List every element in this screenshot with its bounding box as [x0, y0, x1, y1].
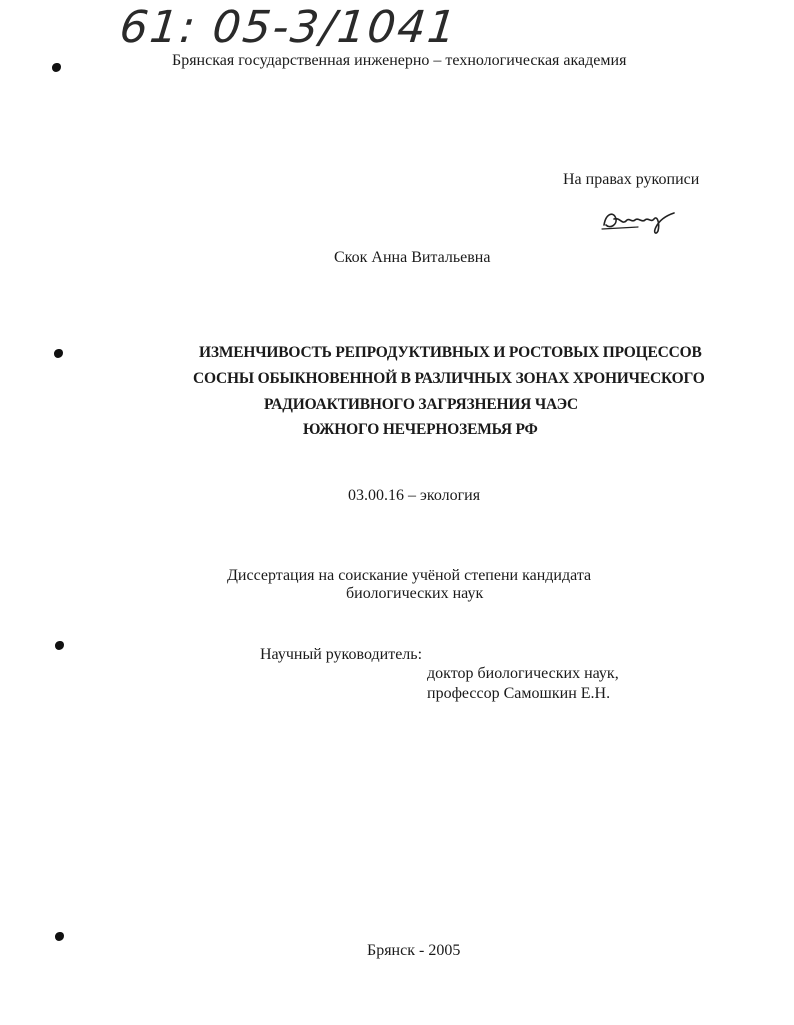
margin-dot [55, 932, 64, 941]
margin-dot [54, 349, 63, 358]
supervisor-label: Научный руководитель: [260, 646, 423, 663]
signature [598, 205, 684, 237]
specialty-code: 03.00.16 – экология [348, 487, 481, 504]
institution-name: Брянская государственная инженерно – технологическая академия [172, 52, 627, 69]
supervisor-degree: доктор биологических наук, [427, 665, 619, 682]
title-line: ЮЖНОГО НЕЧЕРНОЗЕМЬЯ РФ [303, 421, 538, 438]
degree-line: Диссертация на соискание учёной степени кандидата [227, 567, 592, 584]
title-line: ИЗМЕНЧИВОСТЬ РЕПРОДУКТИВНЫХ И РОСТОВЫХ ПРОЦЕССОВ [199, 344, 702, 361]
author-name: Скок Анна Витальевна [334, 249, 491, 266]
archive-number: 61: 05-3/1041 [117, 2, 461, 53]
supervisor-name: профессор Самошкин Е.Н. [427, 685, 611, 702]
title-line: СОСНЫ ОБЫКНОВЕННОЙ В РАЗЛИЧНЫХ ЗОНАХ ХРОНИЧЕСКОГО [193, 370, 705, 387]
degree-line: биологических наук [346, 585, 484, 602]
place-year: Брянск - 2005 [367, 942, 461, 959]
manuscript-rights: На правах рукописи [563, 171, 700, 188]
title-line: РАДИОАКТИВНОГО ЗАГРЯЗНЕНИЯ ЧАЭС [264, 396, 578, 413]
margin-dot [52, 63, 61, 72]
margin-dot [55, 641, 64, 650]
